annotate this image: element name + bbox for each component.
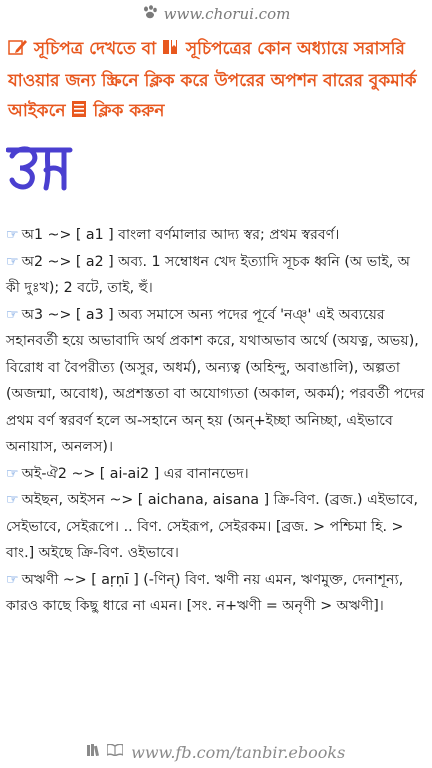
pointing-hand-icon: ☞: [6, 492, 19, 508]
entry-text: অঋণী ~> [ aṛṇī ] (-ণিন্) বিণ. ঋণী নয় এমন, ঋণমুক্ত, দেনাশূন্য, কারও কাছে কিছু ধারে না এমন। [সং. ন+ঋণী = অনৃণী > অঋণী]।: [6, 571, 404, 614]
entry-text: অ3 ~> [ a3 ] অব্য সমাসে অন্য পদের পূর্বে 'নঞ্' এই অব্যয়ের সহানবর্তী হয়ে অভাবাদি অর্থ প্রকাশ করে, যথাঅভাব অর্থে (অযত্ন, অভয়), বিরোধ বা বৈপরীত্য (অসুর, অধর্ম), অন্যত্ব (অহিন্দু, অবাঙালি), অল্পতা (অজন্মা, অবোধ), অপ্রশস্ততা বা অযোগ্যতা (অকাল, অকর্ম); পরবর্তী পদের প্রথম বর্ণ স্বরবর্ণ হলে অ-সহানে অন্ হয় (অন্+ইচ্ছা অনিচ্ছা, এইভাবে অনায়াস, অনলস)।: [6, 306, 425, 455]
bookmark-icon: [162, 36, 180, 66]
list-icon: [71, 98, 87, 128]
pointing-hand-icon: ☞: [6, 227, 19, 243]
pointing-hand-icon: ☞: [6, 306, 19, 323]
pointing-hand-icon: ☞: [6, 571, 19, 588]
entry-text: অইছন, অইসন ~> [ aichana, aisana ] ক্রি-বিণ. (ব্রজ.) এইভাবে, সেইভাবে, সেইরূপে। .. বিণ. সেইরূপ, সেইরকম। [ব্রজ. > পশ্চিমা হি. > বাং.] অইছে ক্রি-বিণ. ওইভাবে।: [6, 492, 419, 561]
section-letter-heading: [6, 142, 74, 194]
site-url[interactable]: www.chorui.com: [163, 5, 291, 23]
banner-text-3: ক্লিক করুন: [93, 101, 165, 121]
site-header: [0, 0, 432, 28]
banner-text-1: সূচিপত্র দেখতে বা: [33, 39, 157, 59]
banner-text-2: সূচিপত্রের কোন অধ্যায়ে সরাসরি যাওয়ার জন্য স্ক্রিনে ক্লিক করে উপরের অপশন বারের বুকমার্ক আইকনে: [8, 39, 417, 121]
book-icon: [107, 744, 123, 760]
entry-a3: [6, 302, 426, 461]
instruction-banner: [8, 34, 426, 128]
pointing-hand-icon: ☞: [6, 465, 19, 482]
entry-arni: [6, 567, 426, 620]
entry-text: অই-ঐ2 ~> [ ai-ai2 ] এর বানানভেদ।: [21, 465, 249, 482]
pencil-icon: [8, 36, 28, 66]
dictionary-entries: [6, 222, 426, 620]
entry-aichana: [6, 487, 426, 567]
entry-text: অ1 ~> [ a1 ] বাংলা বর্ণমালার আদ্য স্বর; প্রথম স্বরবর্ণ।: [21, 227, 340, 243]
entry-ai-ai2: [6, 461, 426, 488]
entry-a1: [6, 222, 426, 249]
site-footer: [0, 738, 432, 766]
entry-a2: [6, 249, 426, 302]
paw-icon: [142, 5, 158, 23]
pointing-hand-icon: ☞: [6, 253, 19, 270]
library-icon: [87, 744, 107, 760]
facebook-url[interactable]: www.fb.com/tanbir.ebooks: [131, 742, 346, 762]
entry-text: অ2 ~> [ a2 ] অব্য. 1 সম্বোধন খেদ ইত্যাদি সূচক ধ্বনি (অ ভাই, অ কী দুঃখ); 2 বটে, তাই, হুঁ।: [6, 253, 411, 296]
